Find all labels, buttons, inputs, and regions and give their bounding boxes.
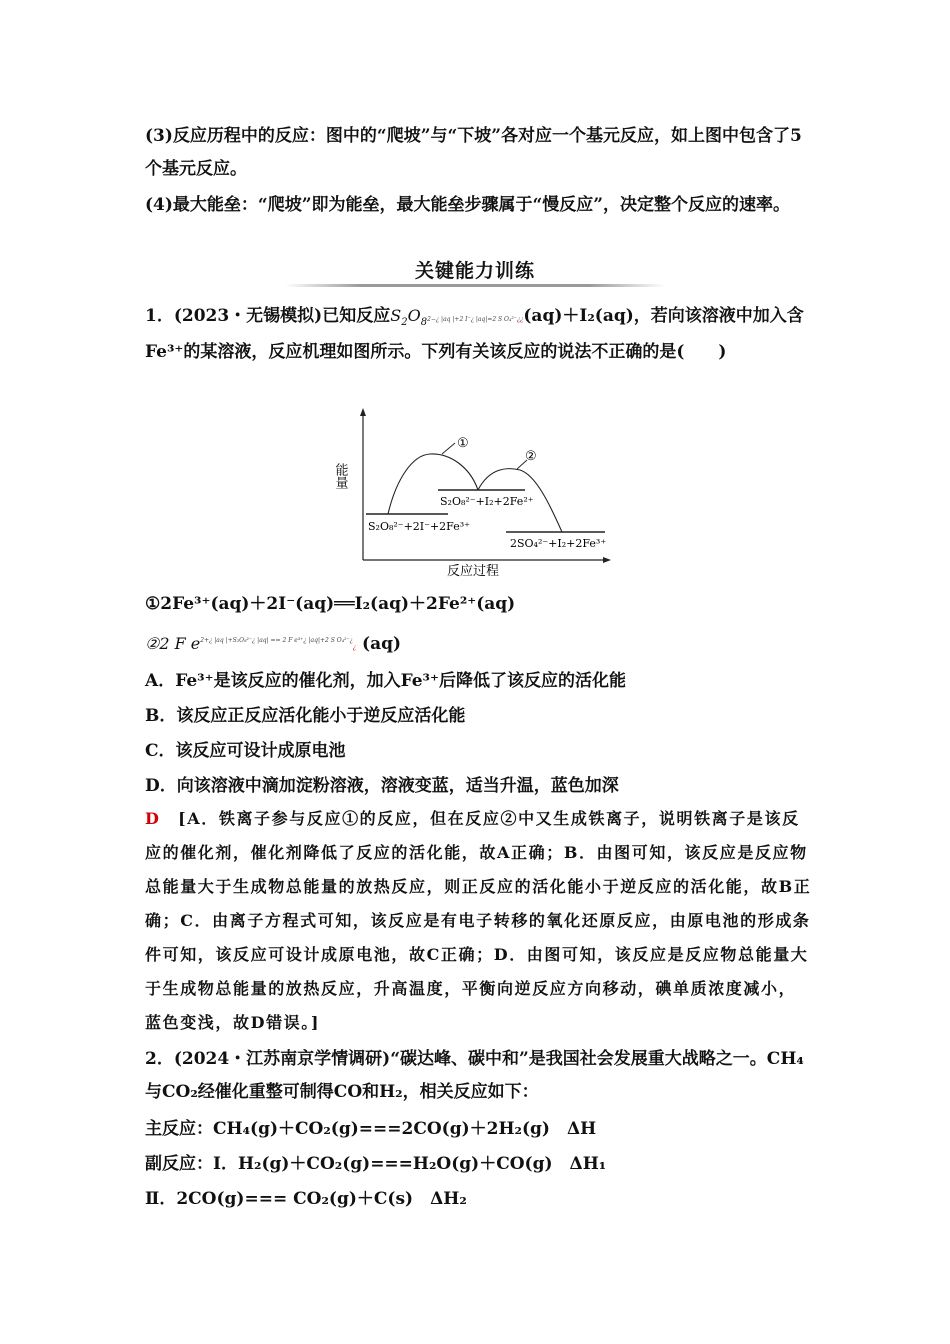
intermediate-state-label: S₂O₈²⁻+I₂+2Fe²⁺	[440, 495, 534, 508]
option-c: C．该反应可设计成原电池	[145, 741, 346, 761]
option-b: B．该反应正反应活化能小于逆反应活化能	[145, 706, 466, 726]
reaction-2-prefix: ②2 F e	[145, 634, 201, 653]
final-state-label: 2SO₄²⁻+I₂+2Fe³⁺	[510, 537, 607, 550]
peak-1-leader	[442, 443, 455, 454]
peak-2-label: ②	[525, 449, 537, 464]
question-1-stem-end: (aq)＋I₂(aq)，若向该溶液中加入含Fe³⁺的某溶液，反应机理如图所示。下列有关该反应的说法不正确的是( )	[145, 306, 804, 362]
initial-state-label: S₂O₈²⁻+2I⁻+2Fe³⁺	[368, 520, 470, 533]
question-1-stem	[145, 299, 810, 369]
formula-s2o8-image: $S_2O_8$	[390, 306, 428, 329]
side-reaction-1: 副反应：Ⅰ．H₂(g)＋CO₂(g)===H₂O(g)＋CO(g) ΔH₁	[145, 1154, 607, 1174]
x-axis-label: 反应过程	[447, 564, 500, 579]
section-title-underline	[285, 284, 665, 287]
question-2-stem: 2．(2024・江苏南京学情调研)“碳达峰、碳中和”是我国社会发展重大战略之一。CH₄与CO₂经催化重整可制得CO和H₂，相关反应如下：	[145, 1049, 804, 1102]
section-title: 关键能力训练	[414, 260, 535, 282]
answer-text: [A．铁离子参与反应①的反应，但在反应②中又生成铁离子，说明铁离子是该反应的催化剂，催化剂降低了反应的活化能，故A正确；B．由图可知，该反应是反应物总能量大于生成物总能量的放热反应，则正反应的活化能小于逆反应的活化能，故B正确；C．由离子方程式可知，该反应是有电子转移的氧化还原反应，由原电池的形成条件可知，该反应可设计成原电池，故C正确；D．由图可知，该反应是反应物总能量大于生成物总能量的放热反应，升高温度，平衡向逆反应方向移动，碘单质浓度减小，蓝色变浅，故D错误。]	[145, 809, 812, 1032]
reaction-2-suffix: (aq)	[362, 634, 402, 654]
option-d: D．向该溶液中滴加淀粉溶液，溶液变蓝，适当升温，蓝色加深	[145, 776, 619, 796]
intro-item-4: (4)最大能垒：“爬坡”即为能垒，最大能垒步骤属于“慢反应”，决定整个反应的速率。	[145, 195, 791, 215]
y-axis-arrow	[360, 408, 366, 416]
x-axis-arrow	[603, 557, 611, 563]
section-title-bar	[285, 257, 665, 287]
answer-letter: D	[145, 809, 161, 828]
main-reaction: 主反应：CH₄(g)＋CO₂(g)===2CO(g)＋2H₂(g) ΔH	[145, 1119, 597, 1139]
formula-garbled-mark: ¿	[520, 316, 524, 323]
question-1-stem-start: 1．(2023・无锡模拟)已知反应	[145, 306, 391, 326]
side-reaction-2: Ⅱ．2CO(g)=== CO₂(g)＋C(s) ΔH₂	[145, 1189, 467, 1209]
reaction-1: ①2Fe³⁺(aq)＋2I⁻(aq)══I₂(aq)＋2Fe²⁺(aq)	[145, 594, 516, 614]
answer-explanation	[145, 802, 813, 1040]
peak-1-label: ①	[457, 436, 469, 451]
reaction-2-garbled-mark: ¿	[352, 644, 357, 651]
intro-item-3: (3)反应历程中的反应：图中的“爬坡”与“下坡”各对应一个基元反应，如上图中包含了5个基元反应。	[145, 126, 802, 179]
energy-diagram	[330, 405, 620, 581]
y-axis-label: 能量	[332, 463, 348, 489]
option-a: A．Fe³⁺是该反应的催化剂，加入Fe³⁺后降低了该反应的活化能	[145, 671, 626, 691]
reaction-2-garbled-text: 2+¿ |aq |+S₂O₈²⁻¿ |aq| == 2 F e³⁺¿ |aq|+2 S O₄²⁻¿	[200, 637, 353, 644]
reaction-2	[145, 633, 401, 659]
formula-garbled-text: 2−¿ |aq |+2 I⁻¿ |aq|=2 S O₄²⁻¿	[427, 316, 521, 323]
